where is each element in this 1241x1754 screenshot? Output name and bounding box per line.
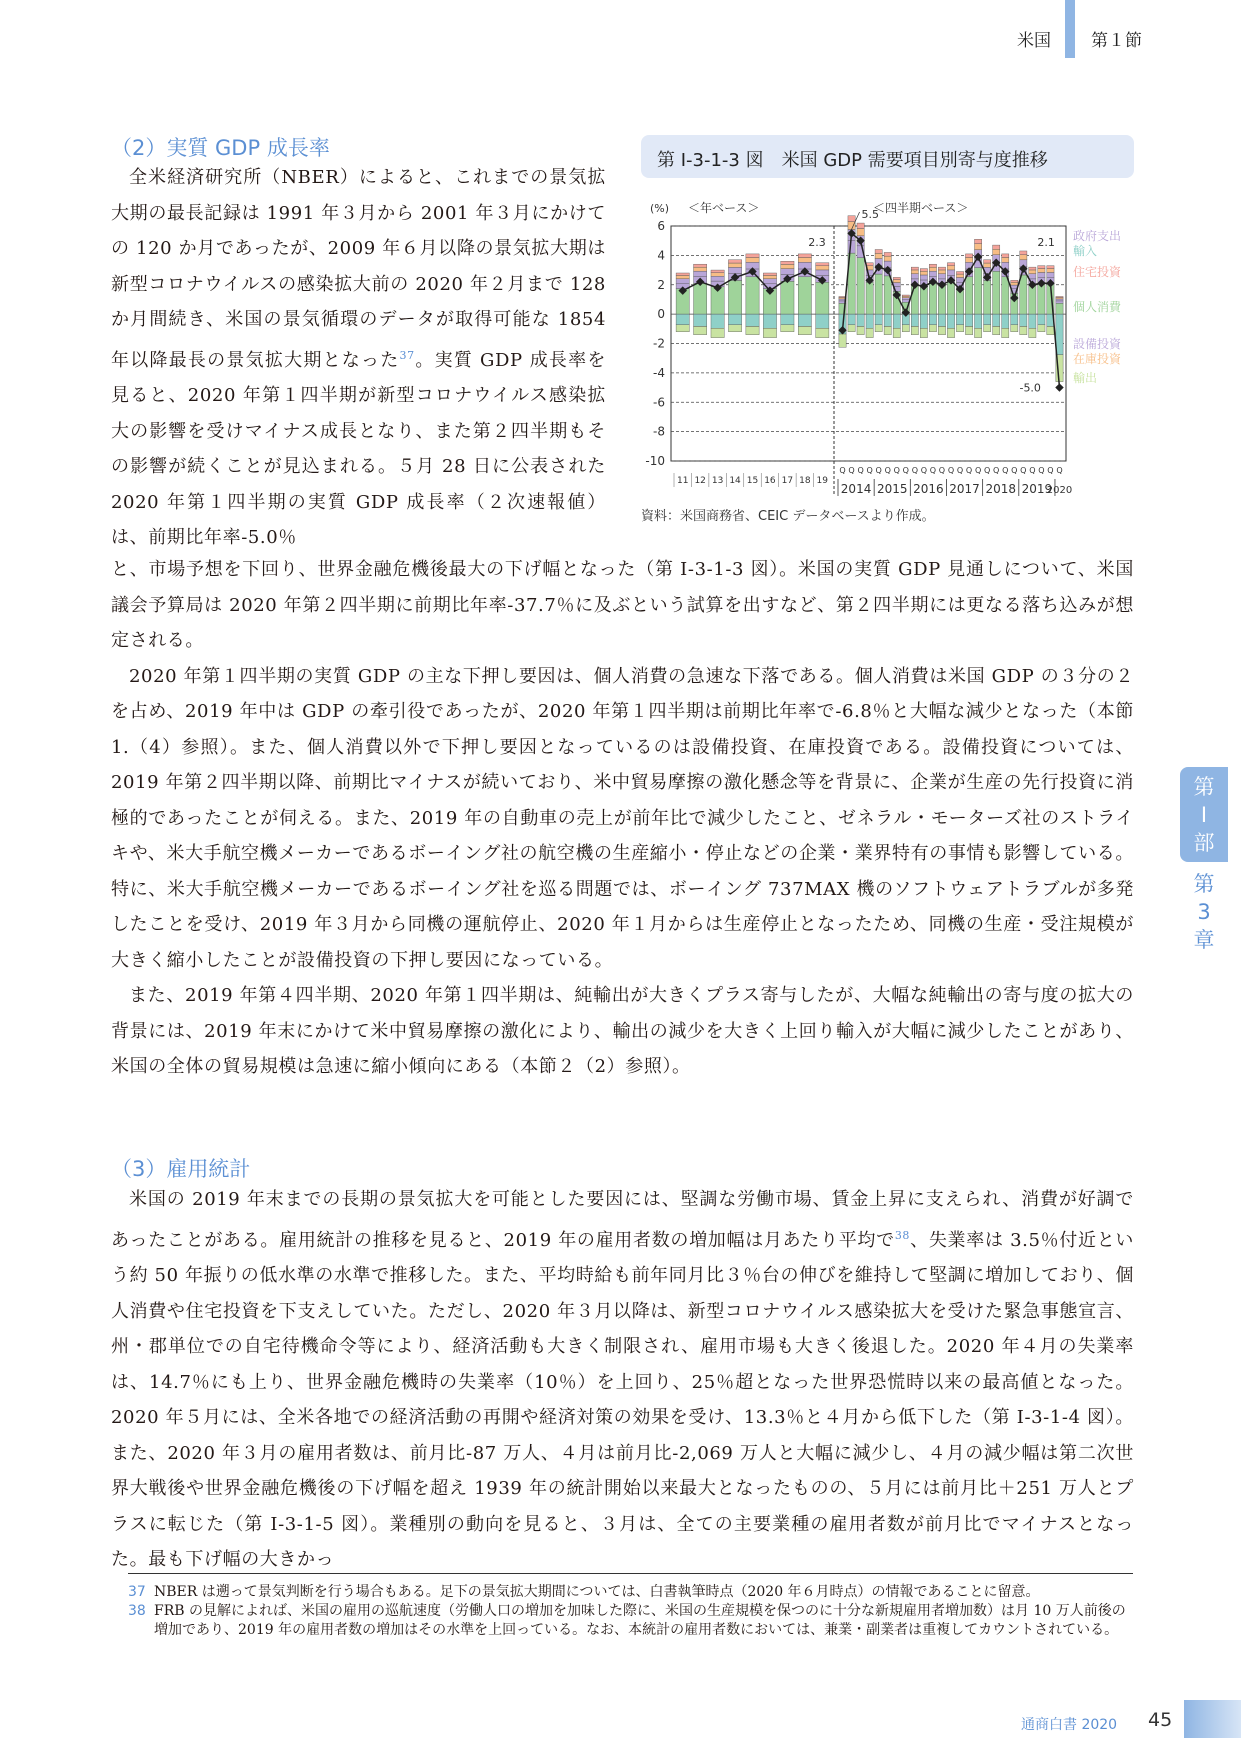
section2-paragraph-1: と、市場予想を下回り、世界金融危機後最大の下げ幅となった（第 I-3-1-3 図）。米国の実質 GDP 見通しについて、米国議会予算局は 2020 年第２四半期に前期比年率-37.7％に及ぶという試算を出すなど、第２四半期には更なる落ち込みが想定される。 [111, 559, 1134, 651]
bar-segment [920, 275, 927, 280]
bar-segment [929, 271, 936, 276]
annual-base-label: ＜年ベース＞ [688, 201, 760, 215]
bar-segment [781, 264, 794, 268]
footer-accent-bar [1184, 1700, 1241, 1738]
bar-segment [938, 274, 945, 279]
bar-segment [1011, 282, 1018, 285]
bar-segment [884, 252, 891, 256]
bar-segment [1038, 266, 1045, 269]
bar-segment [1047, 269, 1054, 273]
bar-segment [848, 222, 855, 230]
bar-segment [694, 271, 707, 276]
section-heading-gdp: （2）実質 GDP 成長率 [111, 136, 330, 160]
annotation-2020q1: -5.0 [1019, 381, 1041, 395]
bar-segment [947, 263, 954, 266]
unit-label: (%) [650, 202, 670, 215]
bar-segment [965, 277, 972, 314]
bar-segment [763, 273, 776, 275]
bar-segment [816, 314, 829, 328]
bar-segment [975, 314, 982, 328]
bar-segment [965, 258, 972, 263]
bar-segment [857, 326, 864, 334]
legend-label: 個人消費 [1073, 300, 1122, 314]
x-year-group-label: 2017 [949, 482, 980, 496]
bar-segment [816, 266, 829, 270]
x-year-group-label: 2019 [1021, 482, 1053, 496]
bar-segment [956, 325, 963, 332]
x-tick-quarter: Q [965, 466, 973, 475]
bar-segment [1056, 314, 1063, 355]
y-tick-label: -4 [653, 365, 665, 380]
footnote-text: NBER は遡って景気判断を行う場合もある。足下の景気拡大期間については、白書執筆時点（2020 年６月時点）の情報であることに留意。 [154, 1584, 1040, 1600]
footnote-number: 37 [128, 1584, 146, 1600]
x-year-group-label: 2016 [913, 482, 944, 496]
annotation-annual-2019: 2.3 [808, 236, 826, 249]
bar-segment [1020, 326, 1027, 334]
x-tick-year: 19 [816, 476, 829, 486]
x-tick-year: 15 [746, 476, 759, 486]
x-year-group-label: 2014 [840, 482, 872, 496]
bar-segment [929, 267, 936, 271]
footnote-text: FRB の見解によれば、米国の雇用の巡航速度（労働人口の増加を加味した際に、米国の生産規模を保つのに十分な新規雇用者増加数）は月 10 万人前後の増加であり、2019 年の雇用者数の増加はその水準を上回っている。なお、本統計の雇用者数においては、兼業・副業者は重複してカウントされている。 [154, 1603, 1126, 1638]
bar-segment [711, 270, 724, 273]
bar-segment [938, 285, 945, 314]
section2-text-a: 全米経済研究所（NBER）によると、これまでの景気拡大期の最長記録は 1991 年３月から 2001 年３月にかけての 120 か月であったが、2009 年６月以降の景気拡大期は新型コロナウイルスの感染拡大前の 2020 年２月まで 128 か月間続き、米国の景気循環のデータが取得可能な 1854 年以降最長の景気拡大期となった [111, 167, 606, 371]
bar-segment [1047, 326, 1054, 334]
x-tick-quarter: Q [984, 466, 991, 475]
bar-segment [763, 328, 776, 337]
bar-segment [1056, 303, 1063, 314]
bar-segment [781, 325, 794, 332]
bar-segment [857, 223, 864, 228]
bar-segment [956, 277, 963, 282]
bar-segment [984, 280, 991, 314]
bar-segment [839, 334, 846, 347]
bar-segment [902, 298, 909, 300]
bar-segment [1020, 314, 1027, 326]
annotation-peak: 5.5 [861, 208, 880, 221]
bar-segment [1056, 299, 1063, 301]
bar-segment [875, 325, 882, 332]
bar-segment [763, 275, 776, 278]
x-tick-quarter: Q [875, 466, 882, 475]
bar-segment [848, 240, 855, 253]
section-heading-employment: （3）雇用統計 [111, 1157, 251, 1181]
bar-segment [993, 249, 1000, 255]
footnote-number: 38 [128, 1603, 146, 1619]
bar-segment [676, 273, 689, 275]
bar-segment [866, 263, 873, 266]
bar-segment [798, 258, 811, 263]
x-tick-quarter: Q [839, 466, 846, 475]
bar-segment [975, 239, 982, 243]
annotation-2019q3: 2.1 [1037, 236, 1055, 249]
x-tick-year: 12 [694, 476, 706, 486]
x-tick-quarter: Q [920, 466, 928, 475]
bar-segment [1056, 297, 1063, 298]
bar-segment [1020, 255, 1027, 260]
bar-segment [956, 272, 963, 275]
bar-segment [694, 264, 707, 267]
bar-segment [763, 314, 776, 328]
bar-segment [884, 256, 891, 261]
bar-segment [875, 253, 882, 258]
quarterly-gdp-marker [1055, 383, 1063, 391]
bar-segment [694, 283, 707, 314]
bar-segment [902, 325, 909, 332]
y-tick-label: -6 [653, 395, 665, 410]
y-tick-label: -10 [645, 454, 665, 468]
bar-segment [938, 267, 945, 270]
bar-segment [984, 314, 991, 325]
section2-paragraph-2: 2020 年第１四半期の実質 GDP の主な下押し要因は、個人消費の急速な下落である。個人消費は米国 GDP の３分の２を占め、2019 年中は GDP の牽引役であったが、2020 年第１四半期は前期比年率で-6.8％と大幅な減少となった（本節 1.（4）参照）。また、個人消費以外で下押し要因となっているのは設備投資、在庫投資である。設備投資については、2019 年第２四半期以降、前期比マイナスが続いており、米中貿易摩擦の激化懸念等を背景に、企業が生産の先行投資に消極的であったことが伺える。また、2019 年の自動車の売上が前年比で減少したこと、ゼネラル・モーターズ社のストライキや、米大手航空機メーカーであるボーイング社の航空機の生産縮小・停止などの企業・業界特有の事情も影響している。特に、米大手航空機メーカーであるボーイング社を巡る問題では、ボーイング 737MAX 機のソフトウェアトラブルが多発したことを受け、2019 年３月から同機の運航停止、2020 年１月からは生産停止となったため、同機の生産・受注規模が大きく縮小したことが設備投資の下押し要因になっている。 [111, 665, 1134, 971]
bar-segment [816, 263, 829, 266]
bar-segment [1002, 314, 1009, 328]
bar-segment [884, 326, 891, 334]
bar-segment [920, 314, 927, 328]
bar-segment [1002, 328, 1009, 337]
bar-segment [938, 270, 945, 274]
bar-segment [763, 279, 776, 284]
bar-segment [1011, 325, 1018, 332]
bar-segment [848, 325, 855, 332]
x-year-group-label: 2020 [1046, 485, 1073, 496]
bar-segment [902, 296, 909, 298]
bar-segment [676, 275, 689, 278]
legend-label: 政府支出 [1073, 229, 1122, 243]
bar-segment [857, 314, 864, 326]
x-tick-year: 17 [781, 476, 794, 486]
bar-segment [911, 274, 918, 279]
bar-segment [884, 276, 891, 314]
bar-segment [1029, 270, 1036, 274]
bar-segment [728, 314, 741, 325]
bar-segment [1029, 267, 1036, 270]
bar-segment [929, 283, 936, 314]
side-tab-chapter: 第 3 章 [1193, 872, 1215, 952]
bar-segment [884, 314, 891, 326]
bar-segment [1002, 258, 1009, 263]
bar-segment [694, 326, 707, 334]
bar-segment [1029, 328, 1036, 337]
bar-segment [816, 282, 829, 314]
x-tick-quarter: Q [974, 466, 982, 475]
bar-segment [947, 282, 954, 314]
x-tick-quarter: Q [938, 466, 946, 475]
bar-segment [947, 270, 954, 276]
bar-segment [676, 325, 689, 332]
legend-label: 輸入 [1073, 244, 1098, 258]
bar-segment [866, 314, 873, 328]
bar-segment [1038, 269, 1045, 273]
legend-label: 輸出 [1073, 371, 1098, 385]
bar-segment [956, 314, 963, 325]
section3-body [111, 1182, 1134, 1578]
bar-segment [1047, 272, 1054, 277]
header-chapter-label: 第１節 [1091, 31, 1142, 51]
bar-segment [857, 258, 864, 314]
x-tick-quarter: Q [902, 466, 909, 475]
y-tick-label: 2 [657, 277, 665, 292]
bar-segment [975, 244, 982, 250]
section2-left-column [111, 160, 606, 556]
footnote-divider [128, 1573, 1133, 1574]
bar-segment [984, 260, 991, 263]
x-tick-quarter: Q [1011, 466, 1018, 475]
bar-segment [746, 258, 759, 263]
section2-text-b: 。実質 GDP 成長率を見ると、2020 年第１四半期が新型コロナウイルス感染拡大の影響を受けマイナス成長となり、また第２四半期もその影響が続くことが見込まれる。５月 28 日に公表された 2020 年第１四半期の実質 GDP 成長率（２次速報値）は、前期比年率-5.0％ [111, 349, 606, 548]
bar-segment [711, 328, 724, 337]
bar-segment [711, 314, 724, 328]
y-tick-label: -8 [653, 424, 665, 439]
bar-segment [938, 326, 945, 334]
bar-segment [875, 274, 882, 314]
bar-segment [965, 254, 972, 258]
bar-segment [947, 314, 954, 328]
x-tick-quarter: Q [1020, 466, 1027, 475]
x-tick-quarter: Q [1038, 466, 1045, 475]
bar-segment [893, 280, 900, 283]
bar-segment [965, 314, 972, 326]
x-year-group-label: 2018 [985, 482, 1016, 496]
bar-segment [920, 328, 927, 337]
bar-segment [711, 273, 724, 277]
bar-segment [1011, 314, 1018, 325]
bar-segment [911, 326, 918, 334]
bar-segment [1056, 298, 1063, 299]
x-tick-quarter: Q [1047, 466, 1054, 475]
x-tick-quarter: Q [1002, 466, 1009, 475]
bar-segment [984, 325, 991, 332]
bar-segment [816, 328, 829, 337]
bar-segment [993, 271, 1000, 314]
x-tick-quarter: Q [857, 466, 864, 475]
x-tick-quarter: Q [893, 466, 900, 475]
x-tick-quarter: Q [911, 466, 918, 475]
quarterly-base-label: ＜四半期ベース＞ [873, 201, 969, 215]
page-number: 45 [1148, 1709, 1173, 1731]
x-tick-quarter: Q [866, 466, 873, 475]
bar-segment [1002, 277, 1009, 314]
x-tick-quarter: Q [884, 466, 891, 475]
bar-segment [866, 328, 873, 337]
footnote-37 [128, 1583, 1133, 1602]
bar-segment [857, 229, 864, 236]
bar-segment [798, 314, 811, 326]
bar-segment [676, 279, 689, 284]
bar-segment [1020, 275, 1027, 314]
bar-segment [920, 269, 927, 272]
bar-segment [993, 326, 1000, 334]
chart-title: 第 I-3-1-3 図 米国 GDP 需要項目別寄与度推移 [657, 150, 1048, 171]
bar-segment [816, 270, 829, 276]
bar-segment [893, 314, 900, 328]
bar-segment [947, 266, 954, 270]
bar-segment [993, 314, 1000, 326]
footer-title: 通商白書 2020 [1021, 1717, 1118, 1733]
bar-segment [781, 281, 794, 314]
x-tick-quarter: Q [1056, 466, 1063, 475]
header-section-label: 米国 [1017, 31, 1051, 51]
bar-segment [1029, 285, 1036, 314]
x-tick-year: 18 [799, 476, 811, 486]
x-tick-quarter: Q [947, 466, 955, 475]
bar-segment [694, 314, 707, 326]
x-tick-quarter: Q [1029, 466, 1036, 475]
bar-segment [1038, 284, 1045, 314]
x-tick-year: 16 [764, 476, 776, 486]
bar-segment [911, 314, 918, 326]
bar-segment [911, 270, 918, 274]
bar-segment [893, 328, 900, 337]
footnote-ref-38[interactable]: 38 [894, 1228, 911, 1242]
bar-segment [875, 250, 882, 254]
bar-segment [848, 314, 855, 325]
bar-segment [728, 263, 741, 267]
bar-segment [746, 314, 759, 326]
legend-label: 設備投資 [1073, 337, 1122, 351]
bar-segment [746, 326, 759, 334]
footnote-ref-37[interactable]: 37 [399, 348, 415, 362]
y-tick-label: -2 [653, 336, 665, 351]
bar-segment [975, 268, 982, 314]
bar-segment [848, 216, 855, 222]
bar-segment [746, 277, 759, 314]
bar-segment [902, 300, 909, 302]
bar-segment [728, 280, 741, 314]
section3-text-a: 米国の 2019 年末までの長期の景気拡大を可能とした要因には、堅調な労働市場、賃金上昇に支えられ、消費が好調であったことがある。雇用統計の推移を見ると、2019 年の雇用者数の増加幅は月あたり平均で [111, 1189, 1134, 1251]
bar-segment [694, 267, 707, 271]
x-tick-year: 11 [676, 476, 689, 486]
footnote-38 [128, 1602, 1133, 1640]
bar-segment [911, 285, 918, 314]
bar-segment [711, 276, 724, 281]
gdp-contribution-chart [636, 192, 1136, 504]
bar-segment [676, 314, 689, 325]
x-tick-year: 13 [711, 476, 724, 486]
legend-label: 在庫投資 [1073, 352, 1122, 366]
chart-source: 資料：米国商務省、CEIC データベースより作成。 [641, 509, 935, 524]
bar-segment [1020, 251, 1027, 255]
bar-segment [920, 271, 927, 275]
bar-segment [929, 325, 936, 332]
x-year-group-label: 2015 [876, 482, 908, 496]
bar-segment [798, 326, 811, 334]
bar-segment [938, 314, 945, 326]
section2-body [111, 552, 1134, 1085]
section2-paragraph-3: また、2019 年第４四半期、2020 年第１四半期は、純輸出が大きくプラス寄与したが、大幅な純輸出の寄与度の拡大の背景には、2019 年末にかけて米中貿易摩擦の激化により、輸出の減少を大きく上回り輸入が大幅に減少したことがあり、米国の全体の貿易規模は急速に縮小傾向にある（本節２（2）参照）。 [111, 985, 1134, 1077]
bar-segment [947, 328, 954, 337]
x-tick-year: 14 [729, 476, 741, 486]
side-tab-part[interactable]: 第 I 部 [1180, 767, 1228, 862]
bar-segment [1011, 280, 1018, 282]
bar-segment [728, 325, 741, 332]
y-tick-label: 0 [657, 307, 665, 322]
bar-segment [1038, 325, 1045, 332]
bar-segment [875, 314, 882, 325]
bar-segment [728, 260, 741, 263]
bar-segment [781, 269, 794, 275]
section3-text-b: 、失業率は 3.5％付近という約 50 年振りの低水準の水準で推移した。また、平均時給も前年同月比３％台の伸びを維持して堅調に増加しており、個人消費や住宅投資を下支えしていた。ただし、2020 年３月以降は、新型コロナウイルス感染拡大を受けた緊急事態宣言、州・郡単位での自宅待機命令等により、経済活動も大きく制限され、雇用市場も大きく後退した。2020 年４月の失業率は、14.7％にも上り、世界金融危機時の失業率（10％）を上回り、25％超となった世界恐慌時以来の最高値となった。2020 年５月には、全米各地での経済活動の再開や経済対策の効果を受け、13.3％と４月から低下した（第 I-3-1-4 図）。また、2020 年３月の雇用者数は、前月比-87 万人、４月は前月比-2,069 万人と大幅に減少し、４月の減少幅は第二次世界大戦後や世界金融危機後の下げ幅を超え 1939 年の統計開始以来最大となったものの、５月には前月比＋251 万人とプラスに転じた（第 I-3-1-5 図）。業種別の動向を見ると、３月は、全ての主要業種の雇用者数が前月比でマイナスとなった。最も下げ幅の大きかっ [111, 1229, 1135, 1570]
legend-label: 住宅投資 [1073, 265, 1122, 279]
x-tick-quarter: Q [848, 466, 855, 475]
x-tick-quarter: Q [993, 466, 1000, 475]
bar-segment [1002, 254, 1009, 258]
bar-segment [1047, 266, 1054, 269]
bar-segment [798, 254, 811, 258]
bar-segment [746, 254, 759, 258]
bar-segment [929, 264, 936, 267]
y-tick-label: 4 [657, 248, 665, 263]
bar-segment [1038, 272, 1045, 277]
bar-segment [993, 245, 1000, 249]
y-tick-label: 6 [657, 219, 665, 233]
bar-segment [1038, 314, 1045, 325]
bar-segment [911, 267, 918, 270]
x-tick-quarter: Q [956, 466, 964, 475]
bar-segment [1029, 274, 1036, 279]
bar-segment [1056, 301, 1063, 303]
bar-segment [781, 261, 794, 264]
bar-segment [929, 314, 936, 325]
bar-segment [984, 263, 991, 267]
bar-segment [956, 274, 963, 277]
bar-segment [781, 314, 794, 325]
bar-segment [866, 282, 873, 314]
bar-segment [975, 328, 982, 337]
bar-segment [902, 295, 909, 296]
header-accent-bar [1065, 0, 1075, 58]
bar-segment [728, 267, 741, 273]
bar-segment [798, 277, 811, 314]
x-tick-quarter: Q [929, 466, 937, 475]
bar-segment [965, 326, 972, 334]
bar-segment [1029, 314, 1036, 328]
bar-segment [893, 277, 900, 279]
